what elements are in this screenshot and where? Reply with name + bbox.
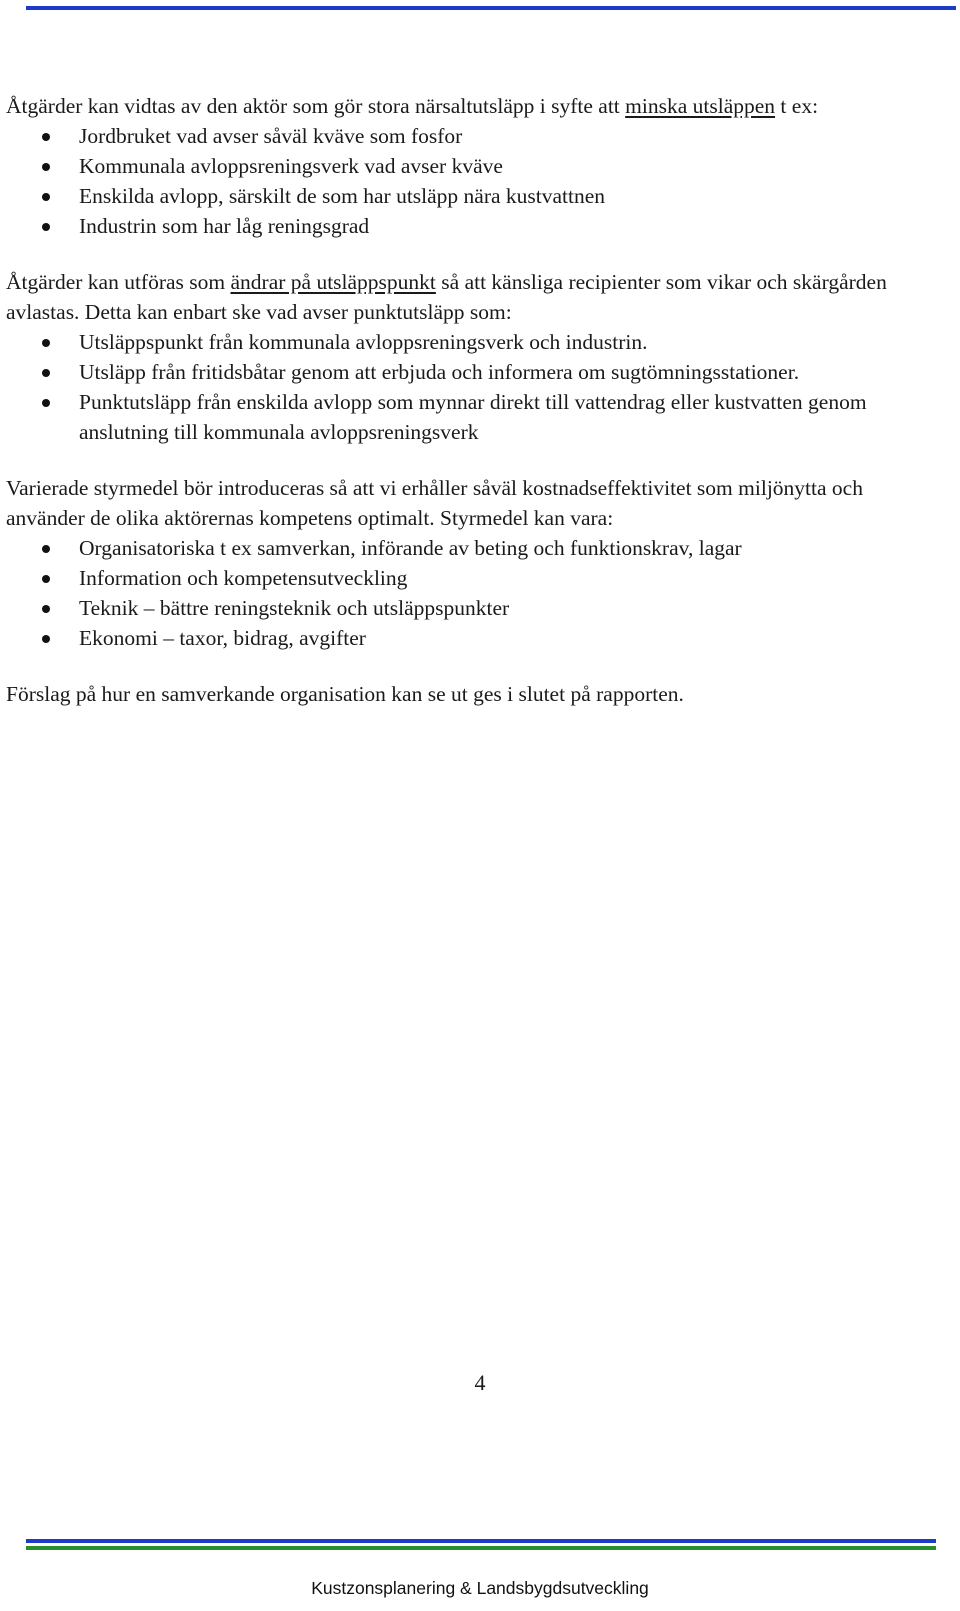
list-item-text: Organisatoriska t ex samverkan, införande av beting och funktionskrav, lagar bbox=[79, 536, 742, 560]
page-number: 4 bbox=[474, 1370, 486, 1395]
list-item bbox=[6, 121, 946, 151]
list-item-text: Ekonomi – taxor, bidrag, avgifter bbox=[79, 626, 366, 650]
spacer bbox=[6, 241, 946, 267]
list-item-text: Jordbruket vad avser såväl kväve som fosfor bbox=[79, 124, 463, 148]
list-item bbox=[6, 357, 946, 387]
list-item-text: Enskilda avlopp, särskilt de som har utsläpp nära kustvattnen bbox=[79, 184, 606, 208]
list-item-text: Utsläppspunkt från kommunala avloppsreningsverk och industrin. bbox=[79, 330, 648, 354]
section-1-intro-tail: t ex: bbox=[775, 94, 819, 118]
list-item bbox=[6, 387, 946, 447]
section-1-list bbox=[6, 121, 946, 241]
section-2-intro-underlined: ändrar på utsläppspunkt bbox=[230, 270, 436, 294]
section-1-intro-text: Åtgärder kan vidtas av den aktör som gör stora närsaltutsläpp i syfte att bbox=[6, 94, 626, 118]
document-body bbox=[6, 91, 946, 709]
list-item-text: Teknik – bättre reningsteknik och utsläppspunkter bbox=[79, 596, 510, 620]
bullet-icon bbox=[42, 369, 50, 377]
section-2-intro-tail: så att känsliga recipienter som vikar och skärgården avlastas. Detta kan enbart ske vad avser punktutsläpp som: bbox=[6, 270, 887, 324]
section-1-intro-underlined: minska utsläppen bbox=[625, 94, 776, 118]
list-item-text: Kommunala avloppsreningsverk vad avser kväve bbox=[79, 154, 503, 178]
list-item bbox=[6, 623, 946, 653]
bullet-icon bbox=[42, 399, 50, 407]
list-item bbox=[6, 533, 946, 563]
section-3-list bbox=[6, 533, 946, 653]
bullet-icon bbox=[42, 163, 50, 171]
list-item bbox=[6, 563, 946, 593]
footer-title: Kustzonsplanering & Landsbygdsutveckling bbox=[311, 1578, 649, 1598]
bullet-icon bbox=[42, 605, 50, 613]
spacer bbox=[6, 447, 946, 473]
footer-rule-blue bbox=[26, 1539, 936, 1543]
closing-paragraph: Förslag på hur en samverkande organisation kan se ut ges i slutet på rapporten. bbox=[6, 682, 684, 706]
bullet-icon bbox=[42, 575, 50, 583]
bullet-icon bbox=[42, 133, 50, 141]
bullet-icon bbox=[42, 223, 50, 231]
list-item-text: Information och kompetensutveckling bbox=[79, 566, 408, 590]
section-2-list bbox=[6, 327, 946, 447]
list-item bbox=[6, 211, 946, 241]
list-item-text: Utsläpp från fritidsbåtar genom att erbjuda och informera om sugtömningsstationer. bbox=[79, 360, 800, 384]
list-item bbox=[6, 327, 946, 357]
section-2-intro-text: Åtgärder kan utföras som bbox=[6, 270, 231, 294]
list-item bbox=[6, 151, 946, 181]
header-rule bbox=[26, 6, 956, 10]
list-item-text: Industrin som har låg reningsgrad bbox=[79, 214, 370, 238]
bullet-icon bbox=[42, 545, 50, 553]
section-1-intro bbox=[6, 91, 946, 121]
list-item bbox=[6, 593, 946, 623]
bullet-icon bbox=[42, 635, 50, 643]
list-item bbox=[6, 181, 946, 211]
list-item-text: Punktutsläpp från enskilda avlopp som mynnar direkt till vattendrag eller kustvatten genom anslutning till kommunala avloppsreningsverk bbox=[79, 390, 867, 444]
spacer bbox=[6, 653, 946, 679]
section-2-intro bbox=[6, 267, 946, 327]
bullet-icon bbox=[42, 193, 50, 201]
bullet-icon bbox=[42, 339, 50, 347]
footer-rule-green bbox=[26, 1546, 936, 1550]
section-3-intro: Varierade styrmedel bör introduceras så att vi erhåller såväl kostnadseffektivitet som miljönytta och använder de olika aktörernas kompetens optimalt. Styrmedel kan vara: bbox=[6, 476, 863, 530]
